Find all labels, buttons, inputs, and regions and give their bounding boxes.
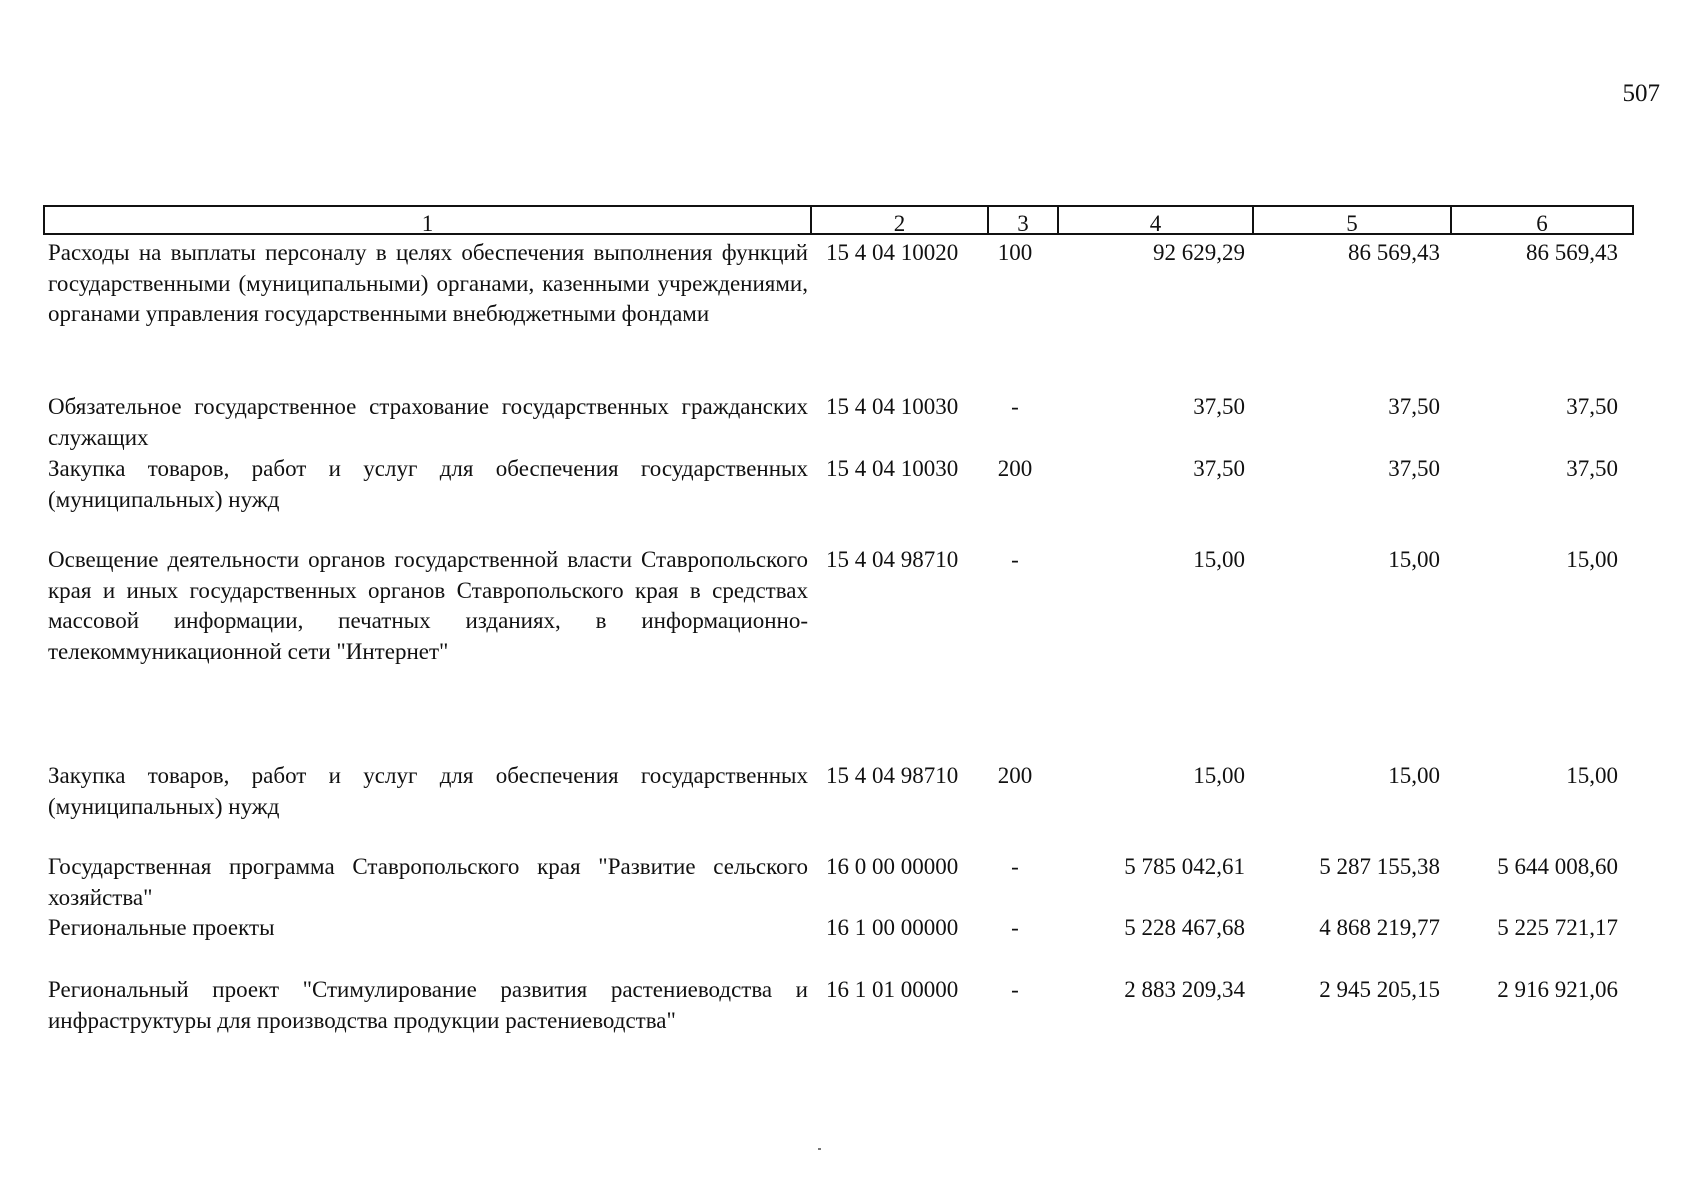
row-type: - bbox=[1011, 547, 1019, 572]
row-code: 15 4 04 98710 bbox=[826, 547, 959, 572]
scan-speck bbox=[818, 1148, 821, 1150]
row-code: 15 4 04 10030 bbox=[826, 456, 959, 481]
row-name: Закупка товаров, работ и услуг для обеспечения государственных (муниципальных) нужд bbox=[48, 763, 808, 819]
row-value-4: 5 785 042,61 bbox=[1124, 854, 1245, 879]
row-value-4: 5 228 467,68 bbox=[1124, 915, 1245, 940]
row-value-6: 86 569,43 bbox=[1526, 240, 1618, 265]
header-col-3: 3 bbox=[987, 207, 1057, 233]
row-name: Закупка товаров, работ и услуг для обеспечения государственных (муниципальных) нужд bbox=[48, 456, 808, 512]
row-name: Региональные проекты bbox=[48, 915, 275, 940]
row-value-6: 37,50 bbox=[1566, 456, 1618, 481]
row-code: 16 0 00 00000 bbox=[826, 854, 959, 879]
row-name: Расходы на выплаты персоналу в целях обеспечения выполнения функций государственными (муниципальными) органами, казенными учреждениями, органами управления государственными внебюджетными фондами bbox=[48, 240, 808, 326]
row-code: 15 4 04 10020 bbox=[826, 240, 959, 265]
row-value-6: 15,00 bbox=[1566, 763, 1618, 788]
row-name: Региональный проект "Стимулирование развития растениеводства и инфраструктуры для производства продукции растениеводства" bbox=[48, 977, 808, 1033]
row-type: 200 bbox=[997, 456, 1033, 481]
row-value-6: 15,00 bbox=[1566, 547, 1618, 572]
row-value-6: 5 644 008,60 bbox=[1497, 854, 1618, 879]
row-type: - bbox=[1011, 915, 1019, 940]
table-header bbox=[43, 205, 1634, 235]
row-value-6: 5 225 721,17 bbox=[1497, 915, 1618, 940]
row-value-4: 37,50 bbox=[1193, 456, 1245, 481]
row-value-6: 2 916 921,06 bbox=[1497, 977, 1618, 1002]
row-value-4: 37,50 bbox=[1193, 394, 1245, 419]
row-value-5: 5 287 155,38 bbox=[1319, 854, 1440, 879]
row-value-4: 15,00 bbox=[1193, 547, 1245, 572]
row-value-5: 37,50 bbox=[1388, 456, 1440, 481]
row-value-4: 92 629,29 bbox=[1153, 240, 1245, 265]
row-type: - bbox=[1011, 394, 1019, 419]
header-col-6: 6 bbox=[1450, 207, 1632, 233]
row-value-6: 37,50 bbox=[1566, 394, 1618, 419]
header-col-1: 1 bbox=[421, 211, 434, 233]
row-value-5: 86 569,43 bbox=[1348, 240, 1440, 265]
row-value-5: 15,00 bbox=[1388, 763, 1440, 788]
row-type: - bbox=[1011, 977, 1019, 1002]
row-value-5: 37,50 bbox=[1388, 394, 1440, 419]
row-type: 200 bbox=[997, 763, 1033, 788]
row-code: 15 4 04 98710 bbox=[826, 763, 959, 788]
row-type: - bbox=[1011, 854, 1019, 879]
row-name: Освещение деятельности органов государственной власти Ставропольского края и иных государственных органов Ставропольского края в средствах массовой информации, печатных изданиях, в информационно-телекоммуникационной сети "Интернет" bbox=[48, 547, 808, 664]
header-col-2: 2 bbox=[810, 207, 987, 233]
row-code: 15 4 04 10030 bbox=[826, 394, 959, 419]
header-col-5: 5 bbox=[1252, 207, 1450, 233]
row-name: Обязательное государственное страхование государственных гражданских служащих bbox=[48, 394, 808, 450]
row-value-5: 4 868 219,77 bbox=[1319, 915, 1440, 940]
row-type: 100 bbox=[997, 240, 1033, 265]
row-value-4: 15,00 bbox=[1193, 763, 1245, 788]
page-number: 507 bbox=[1622, 80, 1660, 107]
row-value-5: 15,00 bbox=[1388, 547, 1440, 572]
row-code: 16 1 01 00000 bbox=[826, 977, 959, 1002]
row-value-5: 2 945 205,15 bbox=[1319, 977, 1440, 1002]
row-code: 16 1 00 00000 bbox=[826, 915, 959, 940]
header-col-4: 4 bbox=[1057, 207, 1252, 233]
row-name: Государственная программа Ставропольского края "Развитие сельского хозяйства" bbox=[48, 854, 808, 910]
row-value-4: 2 883 209,34 bbox=[1124, 977, 1245, 1002]
